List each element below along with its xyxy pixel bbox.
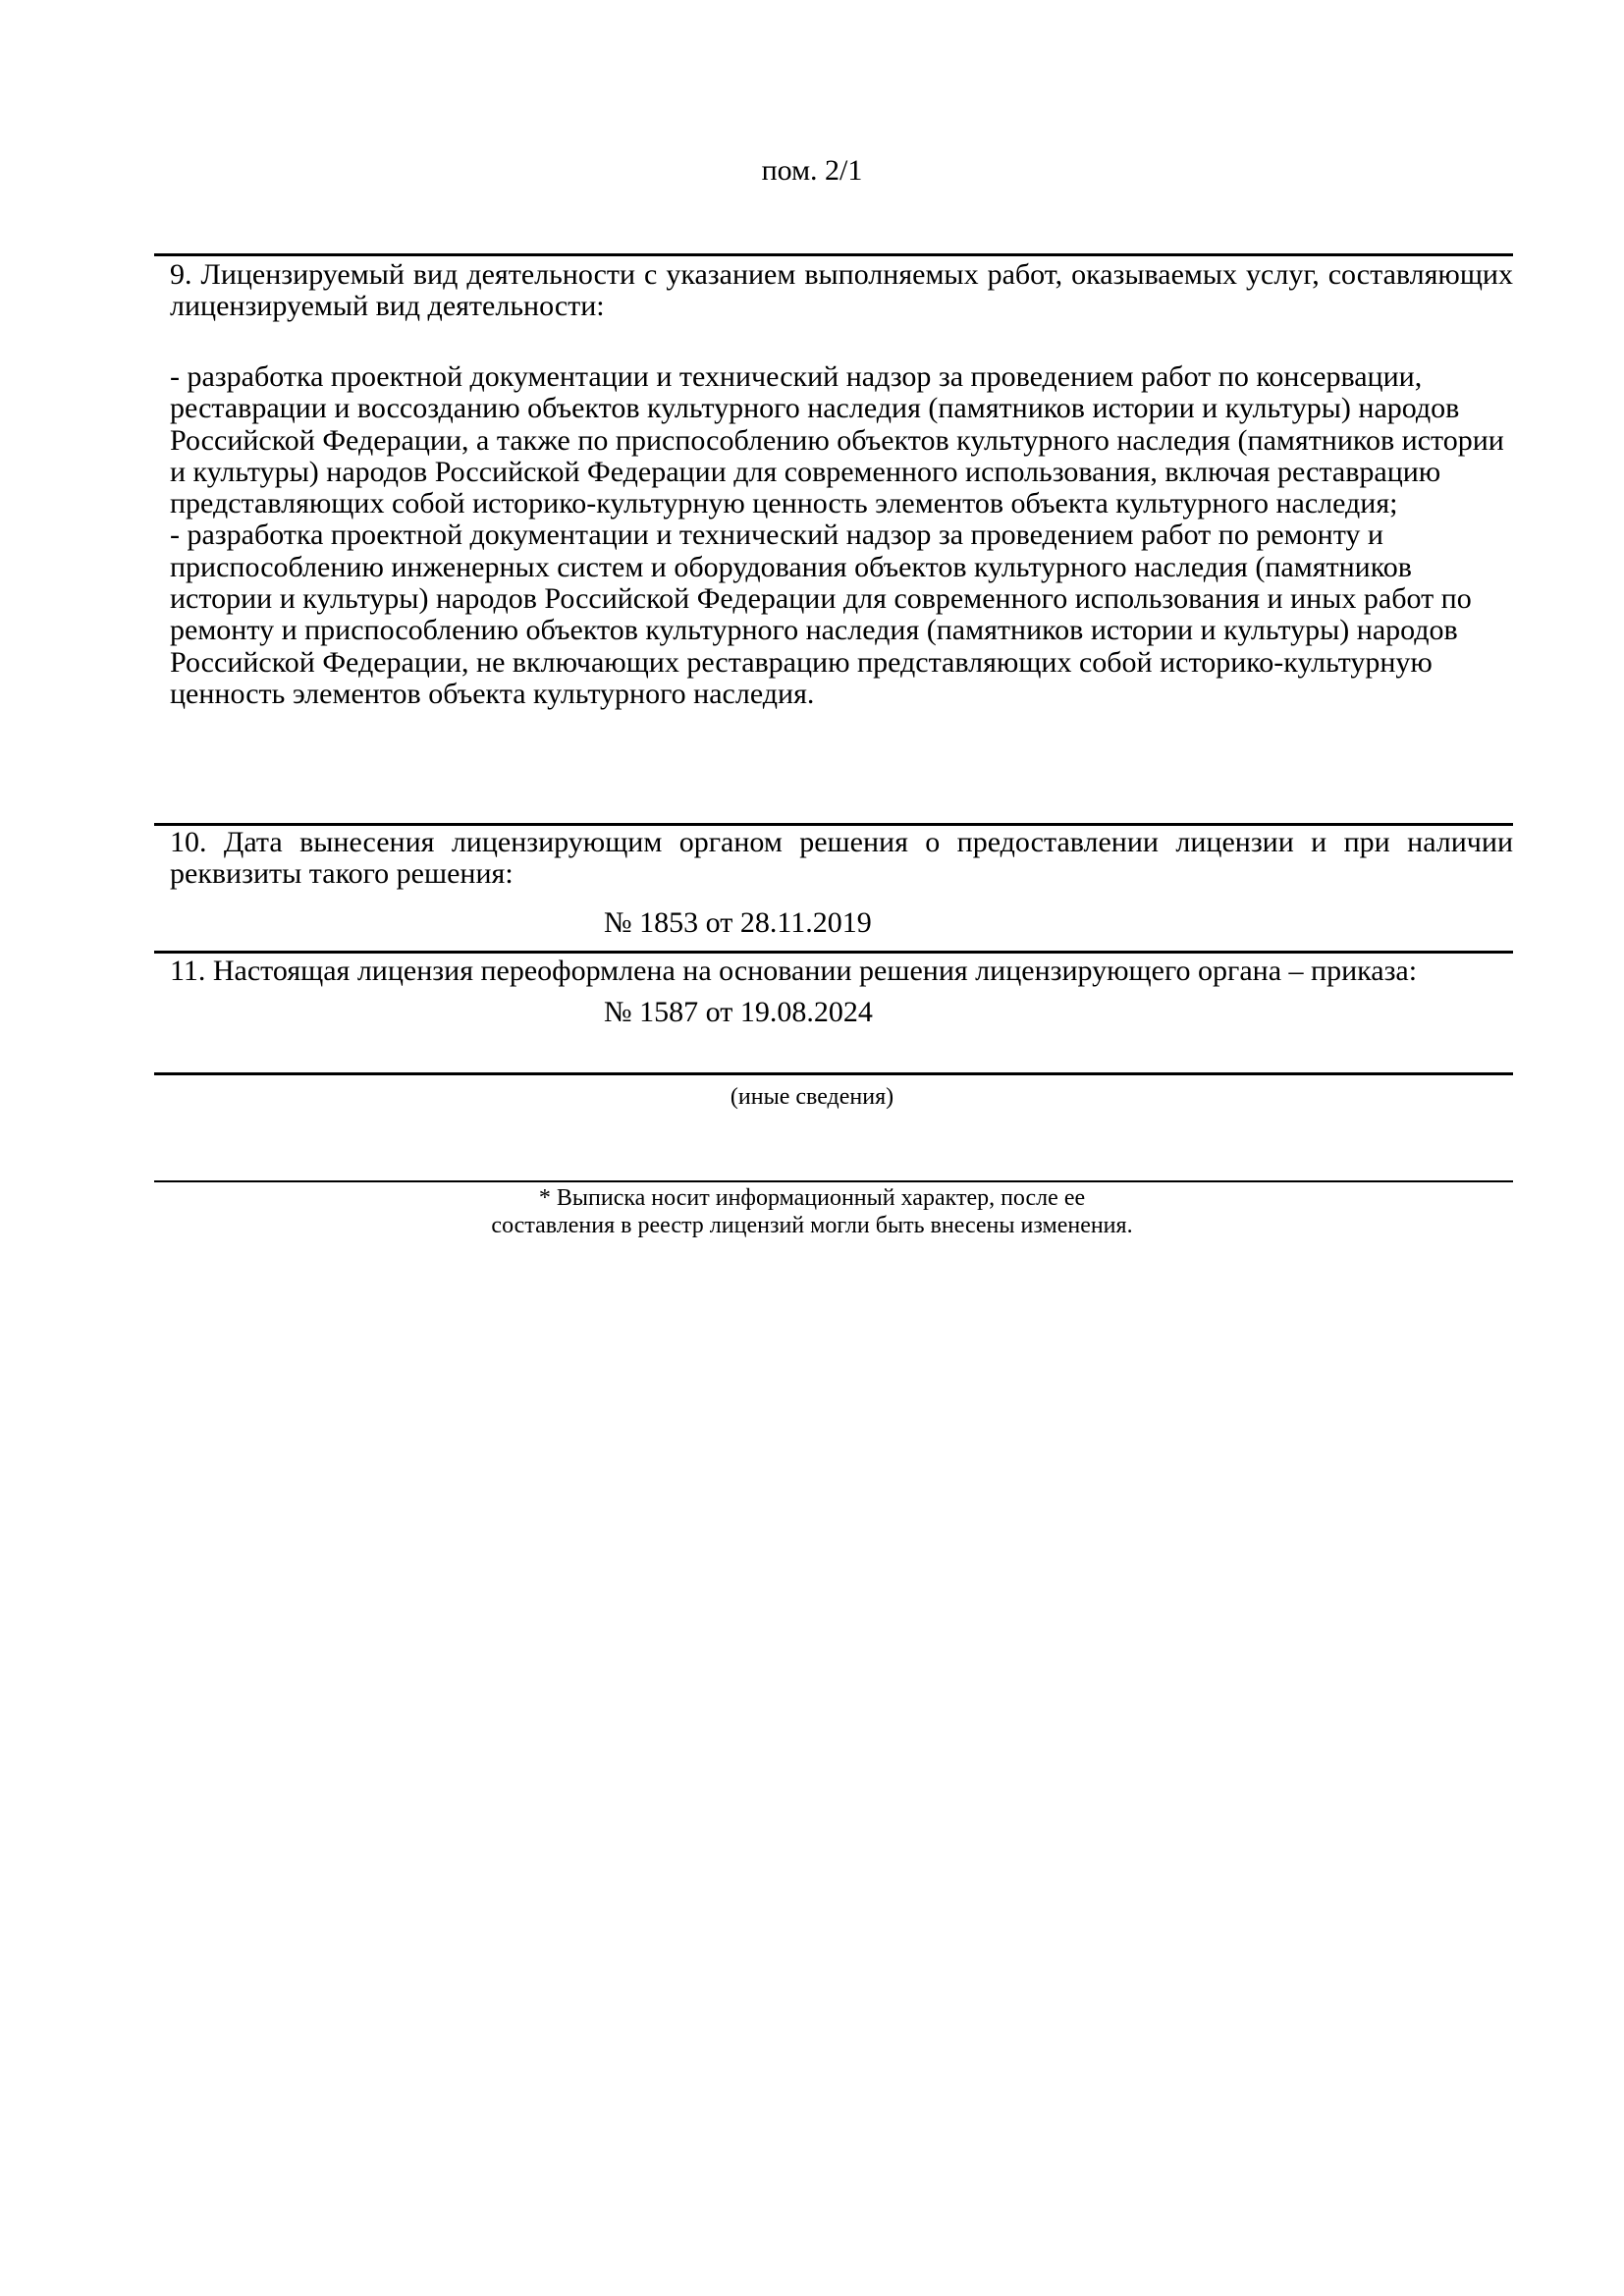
section-11-heading: 11. Настоящая лицензия переоформлена на основании решения лицензирующего органа – приказа: — [170, 955, 1418, 987]
page-number: пом. 2/1 — [761, 154, 863, 187]
activity-item: - разработка проектной документации и технический надзор за проведением работ по консервации, реставрации и воссозданию объектов культурного наследия (памятников истории и культуры) народов Российской Федерации, а также по приспособлению объектов культурного наследия (памятников истории и культуры) народов Российской Федерации для современного использования, включая реставрацию представляющих собой историко-культурную ценность элементов объекта культурного наследия; — [170, 360, 1504, 520]
section-9 — [170, 259, 1513, 710]
section-10 — [170, 827, 1513, 941]
divider-other-info — [154, 1072, 1513, 1075]
footnote-line-1: * Выписка носит информационный характер, после ее — [538, 1185, 1086, 1211]
section-10-heading: 10. Дата вынесения лицензирующим органом решения о предоставлении лицензии и при наличии реквизиты такого решения: — [170, 826, 1513, 890]
section-9-heading: 9. Лицензируемый вид деятельности с указанием выполняемых работ, оказываемых услуг, составляющих лицензируемый вид деятельности: — [170, 258, 1513, 322]
section-10-decision: № 1853 от 28.11.2019 — [604, 906, 872, 939]
divider-footnote — [154, 1180, 1513, 1182]
divider-top — [154, 253, 1513, 256]
activity-list — [170, 361, 1513, 710]
other-info-caption: (иные сведения) — [730, 1084, 894, 1110]
footnote-line-2: составления в реестр лицензий могли быть внесены изменения. — [491, 1213, 1133, 1238]
divider-section-11 — [154, 951, 1513, 954]
section-11-decision: № 1587 от 19.08.2024 — [604, 996, 873, 1028]
activity-item: - разработка проектной документации и технический надзор за проведением работ по ремонту и приспособлению инженерных систем и оборудования объектов культурного наследия (памятников истории и культуры) народов Российской Федерации для современного использования и иных работ по ремонту и приспособлению объектов культурного наследия (памятников истории и культуры) народов Российской Федерации, не включающих реставрацию представляющих собой историко-культурную ценность элементов объекта культурного наследия. — [170, 519, 1472, 710]
section-11 — [170, 956, 1513, 1030]
footnote — [0, 1184, 1624, 1239]
